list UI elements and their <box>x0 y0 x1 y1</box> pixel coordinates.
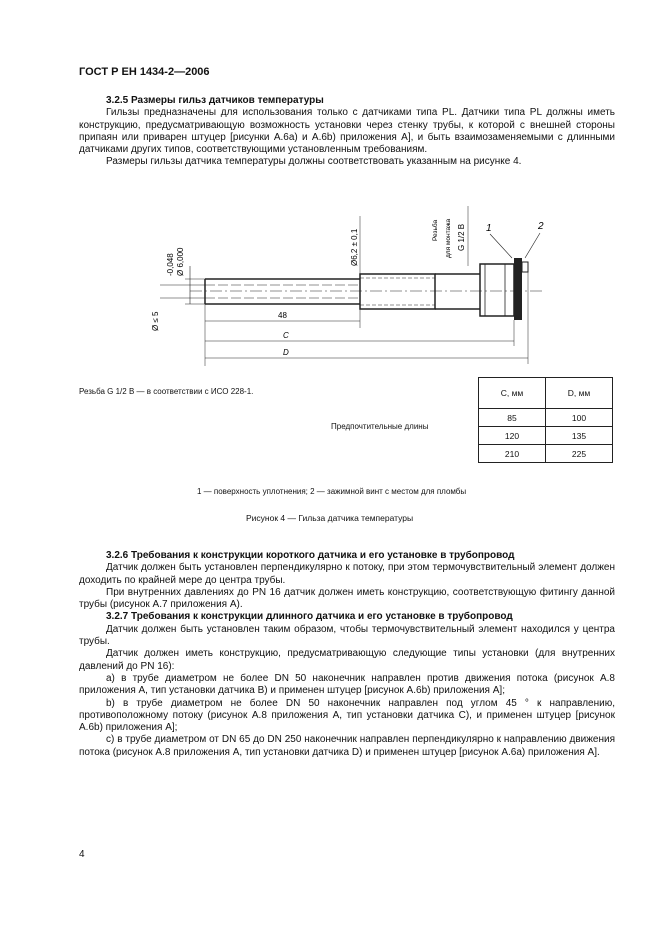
dim-mid-diameter: Ø6,2 ± 0,1 <box>350 228 359 266</box>
paragraph: При внутренних давлениях до PN 16 датчик должен иметь конструкцию, соответствующую фитингу данной трубы (рисунок А.7 приложения А). <box>79 586 615 611</box>
figure-legend: 1 — поверхность уплотнения; 2 — зажимной винт с местом для пломбы <box>197 487 467 496</box>
dim-C: C <box>283 331 289 340</box>
list-item: с) в трубе диаметром от DN 65 до DN 250 наконечник направлен перпендикулярно к направлению движения потока (рисунок А.8 приложения А, тип установки датчика D) и применен штуцер [рисунок А.6а) приложения А]. <box>79 734 615 758</box>
thread-label-2: для монтажа <box>445 218 452 258</box>
preferred-lengths-table <box>478 377 613 463</box>
paragraph: Гильзы предназначены для использования только с датчиками типа PL. Датчики типа PL должны иметь конструкцию, предусматривающую возможность установки через стенку трубы, к которой с внешней стороны припаян или приварен штуцер [рисунки А.6а) и А.6b) приложения А], и быть взаимозаменяемыми с длинными датчиками других типов, соответствующими установленным требованиям. <box>79 107 615 156</box>
table-row: 210 225 <box>479 445 613 463</box>
dim-inner-diameter: Ø ≤ 5 <box>151 311 160 331</box>
paragraph: Размеры гильзы датчика температуры должны соответствовать указанным на рисунке 4. <box>106 156 522 168</box>
dim-48: 48 <box>278 311 287 320</box>
paragraph: Датчик должен быть установлен таким образом, чтобы термочувствительный элемент находился у центра трубы. <box>79 623 615 648</box>
document-header: ГОСТ Р ЕН 1434-2—2006 <box>79 66 210 78</box>
page-number: 4 <box>79 849 85 860</box>
section-3-2-6 <box>79 550 615 759</box>
callout-2: 2 <box>538 221 544 232</box>
table-header: C, мм <box>479 378 546 409</box>
dim-outer-tolerance: -0,048 <box>166 253 175 276</box>
list-item: а) в трубе диаметром не более DN 50 наконечник направлен против движения потока (рисунок А.8 приложения А, тип установки датчика B) и применен штуцер [рисунок А.6b) приложения А]; <box>79 672 615 697</box>
callout-1: 1 <box>486 223 492 234</box>
section-title: 3.2.7 Требования к конструкции длинного датчика и его установке в трубопровод <box>106 611 513 623</box>
dim-D: D <box>283 348 289 357</box>
table-header: D, мм <box>546 378 613 409</box>
section-3-2-5 <box>79 95 615 169</box>
thread-label-3: G 1/2 B <box>457 223 466 251</box>
section-title: 3.2.5 Размеры гильз датчиков температуры <box>106 95 324 106</box>
sensor-pocket-drawing <box>150 196 570 381</box>
thread-note: Резьба G 1/2 B — в соответствии с ИСО 228-1. <box>79 387 254 396</box>
paragraph: Датчик должен быть установлен перпендикулярно к потоку, при этом термочувствительный элемент должен доходить по крайней мере до центра трубы. <box>79 562 615 586</box>
thread-label-1: Резьба <box>432 219 439 241</box>
paragraph: Датчик должен иметь конструкцию, предусматривающую следующие типы установки (для внутренних давлений до PN 16): <box>79 648 615 672</box>
table-row: 85 100 <box>479 409 613 427</box>
table-row: 120 135 <box>479 427 613 445</box>
figure-caption: Рисунок 4 — Гильза датчика температуры <box>246 513 414 523</box>
dim-outer-diameter: Ø 6,000 <box>176 247 185 276</box>
list-item: b) в трубе диаметром не более DN 50 наконечник направлен под углом 45 ° к направлению, противоположному потоку (рисунок А.8 приложения А, тип установки датчика C), и применен штуцер [рисунок А.6b) приложения А]; <box>79 697 615 734</box>
preferred-lengths-label: Предпочтительные длины <box>331 422 429 431</box>
section-title: 3.2.6 Требования к конструкции короткого датчика и его установке в трубопровод <box>106 550 515 561</box>
